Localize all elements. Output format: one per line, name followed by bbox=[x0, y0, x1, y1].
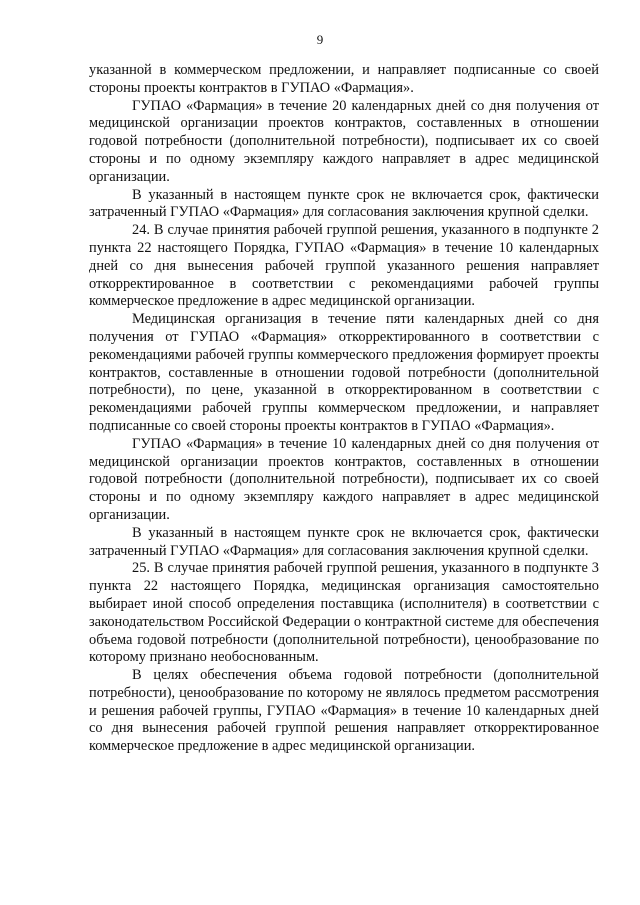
paragraph: ГУПАО «Фармация» в течение 20 календарных дней со дня получения от медицинской организации проектов контрактов, составленных в отношении годовой потребности (дополнительной потребности), подписывает их со своей стороны и по одному экземпляру каждого направляет в адрес медицинской организации. bbox=[89, 97, 599, 185]
page-number: 9 bbox=[316, 32, 324, 47]
paragraph-continuation: указанной в коммерческом предложении, и направляет подписанные со своей стороны проекты контрактов в ГУПАО «Фармация». bbox=[89, 62, 599, 96]
paragraph: ГУПАО «Фармация» в течение 10 календарных дней со дня получения от медицинской организации проектов контрактов, составленных в отношении годовой потребности (дополнительной потребности), подписывает их со своей стороны и по одному экземпляру каждого направляет в адрес медицинской организации. bbox=[89, 435, 599, 523]
paragraph-item-24: 24. В случае принятия рабочей группой решения, указанного в подпункте 2 пункта 22 настоящего Порядка, ГУПАО «Фармация» в течение 10 календарных дней со дня вынесения рабочей группой указанного решения направляет откорректированное в соответствии с рекомендациями рабочей группы коммерческое предложение в адрес медицинской организации. bbox=[89, 222, 599, 310]
paragraph: В целях обеспечения объема годовой потребности (дополнительной потребности), ценообразование по которому не являлось предметом рассмотрения и решения рабочей группы, ГУПАО «Фармация» в течение 10 календарных дней со дня вынесения рабочей группой решения направляет откорректированное коммерческое предложение в адрес медицинской организации. bbox=[89, 667, 599, 755]
paragraph: Медицинская организация в течение пяти календарных дней со дня получения от ГУПАО «Фармация» откорректированного в соответствии с рекомендациями рабочей группы коммерческого предложения формирует проекты контрактов, составленные в отношении годовой потребности (дополнительной потребности), по цене, указанной в откорректированном в соответствии с рекомендациями рабочей группы коммерческом предложении, и направляет подписанные со своей стороны проекты контрактов в ГУПАО «Фармация». bbox=[89, 311, 599, 434]
paragraph: В указанный в настоящем пункте срок не включается срок, фактически затраченный ГУПАО «Фармация» для согласования заключения крупной сделки. bbox=[89, 524, 599, 559]
paragraph: В указанный в настоящем пункте срок не включается срок, фактически затраченный ГУПАО «Фармация» для согласования заключения крупной сделки. bbox=[89, 186, 599, 221]
document-body bbox=[89, 62, 599, 756]
paragraph-item-25: 25. В случае принятия рабочей группой решения, указанного в подпункте 3 пункта 22 настоящего Порядка, медицинская организация самостоятельно выбирает иной способ определения поставщика (исполнителя) в соответствии с законодательством Российской Федерации о контрактной системе для обеспечения объема годовой потребности (дополнительной потребности), ценообразование по которому признано необоснованным. bbox=[89, 560, 599, 666]
